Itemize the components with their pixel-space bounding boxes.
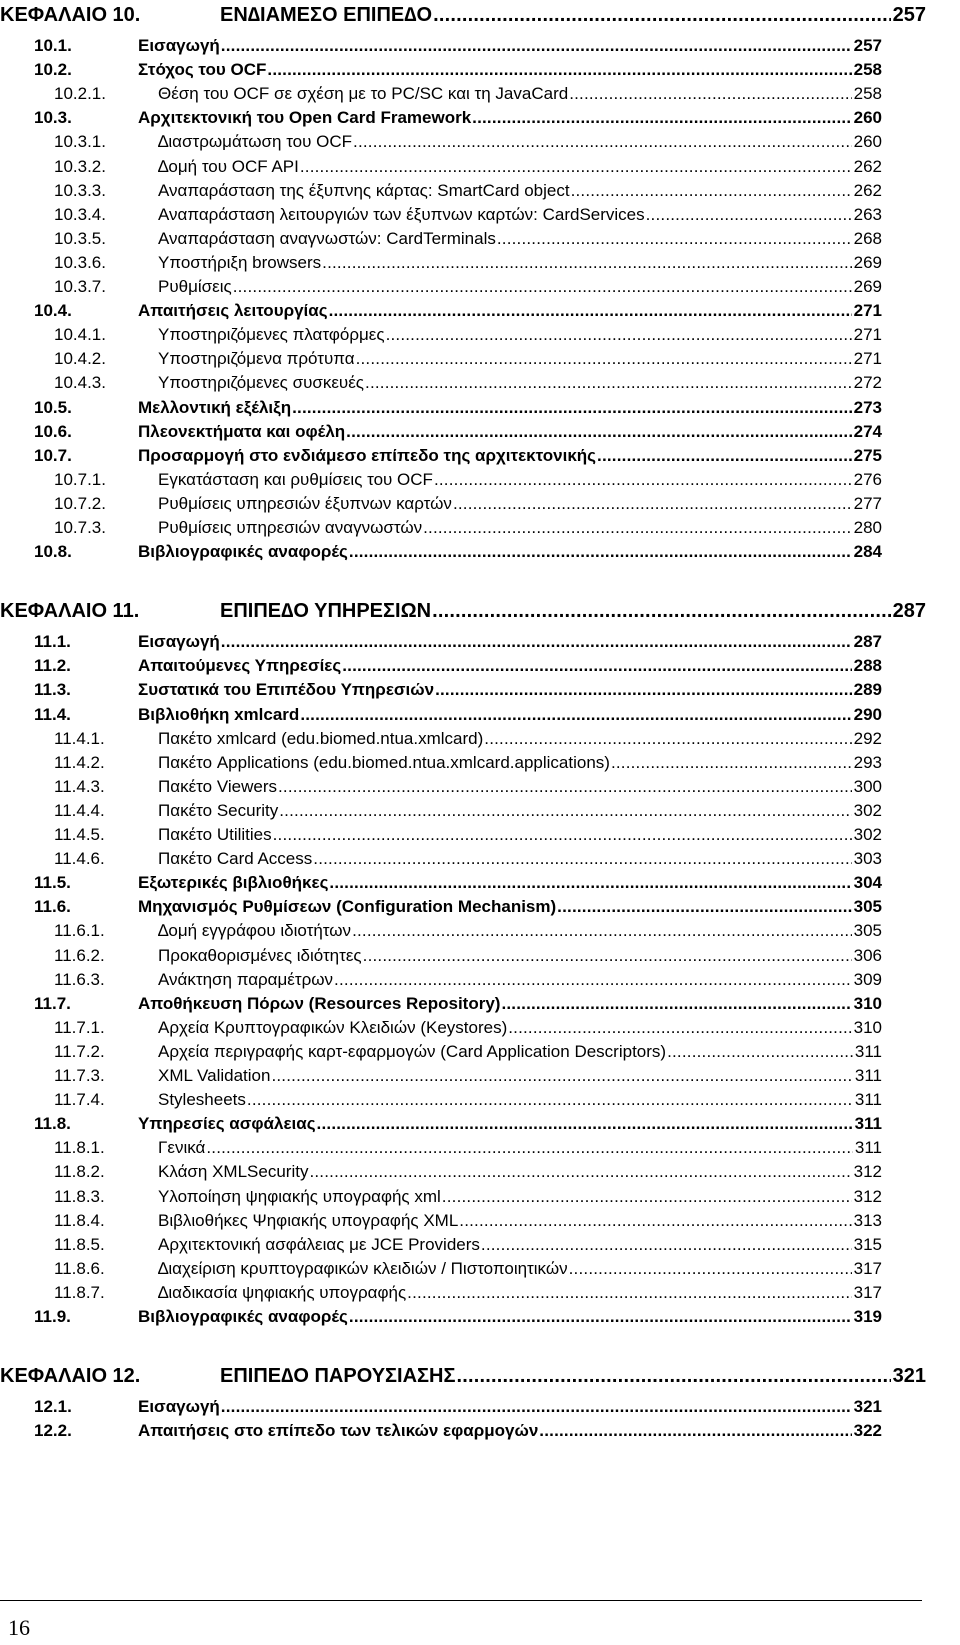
toc-entry-number: 11.7.4. [54, 1090, 105, 1110]
toc-entry-page: 258 [853, 84, 882, 104]
toc-entry-title: ∆ομή του OCF API [158, 156, 299, 176]
dot-leader [233, 277, 852, 297]
dot-leader [356, 349, 852, 369]
toc-section-entry [34, 680, 882, 704]
toc-entry-number: ΚΕΦΑΛΑΙΟ 12. [0, 1365, 141, 1388]
toc-entry-page: 305 [853, 897, 882, 917]
toc-entry-page: 312 [853, 1162, 882, 1182]
dot-leader [267, 60, 851, 80]
toc-entry-title: Προσαρμογή στο ενδιάμεσο επίπεδο της αρχιτεκτονικής [138, 445, 597, 465]
dot-leader [329, 873, 851, 893]
toc-entry-page: 310 [853, 1017, 882, 1037]
toc-subsection-entry [34, 729, 882, 753]
toc-entry-page: 311 [854, 1114, 882, 1134]
toc-subsection-entry [34, 801, 882, 825]
toc-entry-title: Ανάκτηση παραμέτρων [158, 969, 334, 989]
toc-subsection-entry [34, 777, 882, 801]
toc-entry-title: Μηχανισμός Ρυθμίσεων (Configuration Mechanism) [138, 897, 557, 917]
toc-entry-title: Εισαγωγή [138, 36, 220, 55]
dot-leader [363, 946, 852, 966]
toc-entry-page: 271 [853, 301, 882, 321]
toc-section-entry [34, 60, 882, 84]
toc-entry-title: XML Validation [158, 1066, 271, 1085]
toc-entry-title: Εξωτερικές βιβλιοθήκες [138, 873, 329, 893]
dot-leader [300, 705, 851, 725]
toc-entry-page: 289 [853, 680, 882, 700]
toc-entry-number: 10.3.1. [54, 132, 106, 152]
dot-leader [273, 825, 852, 845]
toc-entry-page: 271 [853, 349, 882, 369]
toc-entry-number: 11.6. [34, 897, 71, 917]
toc-entry-page: 304 [853, 873, 882, 893]
toc-entry-page: 258 [853, 60, 882, 80]
toc-entry-page: 305 [853, 921, 882, 941]
toc-entry-title: Πακέτο Viewers [158, 776, 277, 796]
toc-entry-number: 10.3.3. [54, 180, 106, 200]
toc-entry-number: 10.8. [34, 542, 72, 562]
toc-chapter-entry [0, 600, 926, 626]
dot-leader [481, 1235, 852, 1255]
dot-leader [271, 1066, 852, 1086]
dot-leader [221, 36, 852, 56]
toc-entry-title: Απαιτούμενες Υπηρεσίες [138, 656, 342, 676]
toc-entry-page: 310 [853, 993, 882, 1013]
toc-entry-title: ∆ιαδικασία ψηφιακής υπογραφής [158, 1282, 407, 1302]
toc-entry-title: Ρυθμίσεις υπηρεσιών αναγνωστών [158, 518, 423, 537]
toc-entry-number: 11.2. [34, 656, 71, 676]
toc-entry-page: 315 [853, 1234, 882, 1254]
toc-entry-page: 277 [853, 493, 882, 513]
dot-leader [497, 229, 852, 249]
toc-entry-page: 313 [853, 1210, 882, 1230]
dot-leader [442, 1187, 852, 1207]
toc-entry-number: 10.7.2. [54, 493, 106, 513]
dot-leader [317, 1114, 853, 1134]
toc-subsection-entry [34, 921, 882, 945]
dot-leader [278, 777, 852, 797]
dot-leader [557, 897, 851, 917]
dot-leader [342, 656, 851, 676]
dot-leader [484, 729, 851, 749]
toc-entry-page: 317 [853, 1258, 882, 1278]
toc-entry-number: 11.3. [34, 680, 71, 700]
toc-subsection-entry [34, 849, 882, 873]
toc-entry-number: ΚΕΦΑΛΑΙΟ 11. [0, 600, 140, 623]
toc-entry-number: 10.3.4. [54, 204, 106, 224]
toc-entry-number: 10.3.6. [54, 252, 106, 272]
dot-leader [571, 181, 852, 201]
toc-entry-number: 11.6.3. [54, 969, 105, 989]
toc-subsection-entry [34, 1090, 882, 1114]
toc-entry-title: Βιβλιογραφικές αναφορές [138, 542, 348, 562]
toc-entry-number: 10.6. [34, 421, 72, 441]
toc-entry-number: 11.8.2. [54, 1162, 105, 1182]
toc-entry-number: 11.7.1. [54, 1017, 105, 1037]
toc-entry-page: 311 [854, 1066, 882, 1085]
dot-leader [597, 446, 852, 466]
toc-entry-number: 12.2. [34, 1421, 72, 1441]
toc-section-entry [34, 897, 882, 921]
toc-entry-page: 268 [853, 228, 882, 248]
dot-leader [247, 1090, 853, 1110]
toc-chapter-entry [0, 1365, 926, 1391]
toc-section-entry [34, 994, 882, 1018]
toc-entry-title: ∆ομή εγγράφου ιδιοτήτων [158, 921, 352, 941]
toc-subsection-entry [34, 1211, 882, 1235]
toc-subsection-entry [34, 84, 882, 108]
toc-entry-title: Εισαγωγή [138, 1397, 220, 1417]
toc-entry-number: 10.3. [34, 108, 72, 128]
dot-leader [501, 994, 851, 1014]
dot-leader [221, 1397, 852, 1417]
toc-entry-page: 300 [853, 776, 882, 796]
toc-entry-number: 10.1. [34, 36, 72, 55]
toc-subsection-entry [34, 494, 882, 518]
page-number: 16 [8, 1615, 30, 1640]
toc-entry-page: 317 [853, 1282, 882, 1302]
toc-entry-number: 10.7.1. [54, 469, 106, 489]
toc-entry-number: 11.8.7. [54, 1282, 105, 1302]
toc-entry-title: Εισαγωγή [138, 632, 220, 652]
toc-entry-number: 11.4. [34, 704, 71, 724]
toc-section-entry [34, 632, 882, 656]
dot-leader [349, 542, 852, 562]
toc-subsection-entry [34, 325, 882, 349]
toc-entry-number: 10.7. [34, 445, 72, 465]
toc-section-entry [34, 398, 882, 422]
dot-leader [667, 1042, 853, 1062]
dot-leader [457, 1365, 891, 1388]
dot-leader [433, 4, 891, 27]
toc-entry-title: Αρχιτεκτονική του Open Card Framework [138, 108, 472, 128]
toc-entry-title: Αρχεία Κρυπτογραφικών Κλειδιών (Keystores) [158, 1017, 508, 1037]
dot-leader [508, 1018, 851, 1038]
toc-section-entry [34, 656, 882, 680]
toc-entry-number: 11.8.4. [54, 1210, 105, 1230]
toc-entry-page: 306 [853, 945, 882, 965]
toc-section-entry [34, 1307, 882, 1331]
toc-section-entry [34, 1397, 882, 1421]
toc-entry-title: Υπηρεσίες ασφάλειας [138, 1114, 316, 1134]
toc-entry-title: Αναπαράσταση λειτουργιών των έξυπνων καρτών: CardServices [158, 204, 645, 224]
toc-entry-page: 311 [854, 1090, 882, 1110]
toc-section-entry [34, 542, 882, 566]
toc-entry-title: ΕΠΙΠΕ∆Ο ΥΠΗΡΕΣΙΩΝ [220, 600, 432, 623]
dot-leader [309, 1162, 851, 1182]
dot-leader [611, 753, 852, 773]
toc-subsection-entry [34, 1187, 882, 1211]
toc-entry-page: 269 [853, 277, 882, 296]
toc-entry-page: 262 [853, 156, 882, 176]
toc-entry-page: 309 [853, 969, 882, 989]
toc-entry-page: 287 [853, 632, 882, 652]
toc-entry-page: 260 [853, 132, 882, 152]
toc-entry-number: 11.7. [34, 993, 71, 1013]
toc-entry-number: 10.3.7. [54, 277, 106, 296]
toc-subsection-entry [34, 470, 882, 494]
toc-entry-title: Αναπαράσταση αναγνωστών: CardTerminals [158, 228, 496, 248]
toc-entry-title: Απαιτήσεις λειτουργίας [138, 301, 328, 321]
toc-subsection-entry [34, 1259, 882, 1283]
toc-entry-title: Στόχος του OCF [138, 60, 267, 80]
toc-entry-page: 311 [854, 1041, 882, 1061]
toc-entry-page: 302 [853, 825, 882, 844]
toc-entry-title: Υποστηριζόμενες πλατφόρμες [158, 325, 385, 345]
toc-entry-title: Αποθήκευση Πόρων (Resources Repository) [138, 993, 501, 1013]
toc-section-entry [34, 1421, 882, 1445]
toc-subsection-entry [34, 277, 882, 301]
toc-entry-number: 11.4.2. [54, 752, 105, 772]
toc-entry-page: 284 [853, 542, 882, 562]
toc-entry-number: ΚΕΦΑΛΑΙΟ 10. [0, 4, 141, 26]
dot-leader [221, 632, 852, 652]
toc-entry-page: 260 [853, 108, 882, 128]
toc-entry-number: 10.3.5. [54, 228, 106, 248]
toc-entry-title: Προκαθορισμένες ιδιότητες [158, 945, 362, 965]
toc-entry-page: 262 [853, 180, 882, 200]
toc-entry-number: 11.4.4. [54, 800, 105, 820]
toc-entry-title: Ρυθμίσεις [158, 277, 232, 296]
toc-section-entry [34, 301, 882, 325]
toc-entry-number: 10.4.2. [54, 349, 106, 369]
dot-leader [300, 157, 852, 177]
toc-entry-page: 311 [854, 1138, 882, 1158]
toc-entry-title: Συστατικά του Επιπέδου Υπηρεσιών [138, 680, 435, 700]
toc-entry-title: ΕΝ∆ΙΑΜΕΣΟ ΕΠΙΠΕ∆Ο [220, 4, 433, 26]
toc-entry-number: 11.4.5. [54, 825, 105, 844]
toc-entry-title: Βιβλιοθήκη xmlcard [138, 704, 300, 724]
toc-entry-number: 11.8.3. [54, 1186, 105, 1206]
dot-leader [353, 132, 852, 152]
dot-leader [569, 84, 851, 104]
toc-entry-page: 290 [853, 704, 882, 724]
toc-entry-number: 10.4. [34, 301, 72, 321]
toc-entry-number: 11.6.2. [54, 945, 105, 965]
toc-entry-title: Μελλοντική εξέλιξη [138, 397, 292, 417]
toc-entry-number: 11.4.1. [54, 728, 105, 748]
toc-entry-number: 11.7.2. [54, 1041, 105, 1061]
toc-entry-page: 274 [853, 421, 882, 441]
toc-subsection-entry [34, 518, 882, 542]
dot-leader [329, 301, 852, 321]
toc-entry-title: Πακέτο xmlcard (edu.biomed.ntua.xmlcard) [158, 728, 484, 748]
toc-subsection-entry [34, 1066, 882, 1090]
toc-subsection-entry [34, 946, 882, 970]
toc-entry-title: Πακέτο Applications (edu.biomed.ntua.xmlcard.applications) [158, 752, 610, 772]
toc-entry-title: Υποστήριξη browsers [158, 252, 322, 272]
toc-entry-number: 11.4.6. [54, 849, 105, 869]
dot-leader [292, 398, 852, 418]
toc-entry-title: Υποστηριζόμενα πρότυπα [158, 349, 355, 369]
dot-leader [407, 1283, 851, 1303]
toc-entry-number: 10.3.2. [54, 156, 106, 176]
toc-entry-page: 280 [853, 518, 882, 537]
dot-leader [386, 325, 852, 345]
toc-entry-page: 322 [853, 1421, 882, 1441]
toc-subsection-entry [34, 1283, 882, 1307]
toc-entry-page: 269 [853, 252, 882, 272]
toc-entry-title: Γενικά [158, 1138, 206, 1158]
toc-subsection-entry [34, 1162, 882, 1186]
toc-entry-title: Ρυθμίσεις υπηρεσιών έξυπνων καρτών [158, 493, 452, 513]
toc-entry-title: Κλάση XMLSecurity [158, 1162, 309, 1182]
toc-subsection-entry [34, 229, 882, 253]
toc-entry-number: 10.4.3. [54, 373, 106, 393]
dot-leader [352, 921, 852, 941]
dot-leader [313, 849, 851, 869]
toc-entry-page: 257 [853, 36, 882, 55]
dot-leader [365, 373, 852, 393]
toc-section-entry [34, 1114, 882, 1138]
toc-section-entry [34, 446, 882, 470]
toc-entry-title: Αρχιτεκτονική ασφάλειας με JCE Providers [158, 1234, 480, 1254]
toc-entry-title: Εγκατάσταση και ρυθμίσεις του OCF [158, 469, 433, 489]
dot-leader [435, 680, 852, 700]
toc-subsection-entry [34, 349, 882, 373]
toc-subsection-entry [34, 157, 882, 181]
toc-entry-page: 312 [853, 1186, 882, 1206]
toc-entry-page: 321 [892, 1365, 926, 1388]
toc-entry-title: Υποστηριζόμενες συσκευές [158, 373, 365, 393]
toc-entry-number: 11.8.6. [54, 1258, 105, 1278]
toc-entry-number: 11.4.3. [54, 776, 105, 796]
toc-entry-number: 11.5. [34, 873, 71, 893]
toc-chapter-entry [0, 4, 926, 30]
toc-entry-number: 11.8.1. [54, 1138, 105, 1158]
toc-entry-title: Αναπαράσταση της έξυπνης κάρτας: SmartCard object [158, 180, 570, 200]
toc-entry-number: 10.2.1. [54, 84, 106, 104]
dot-leader [453, 494, 852, 514]
toc-entry-page: 293 [853, 752, 882, 772]
toc-entry-title: Βιβλιογραφικές αναφορές [138, 1307, 348, 1326]
toc-entry-number: 11.8.5. [54, 1234, 105, 1254]
toc-subsection-entry [34, 132, 882, 156]
toc-entry-number: 10.7.3. [54, 518, 106, 537]
toc-entry-page: 292 [853, 728, 882, 748]
toc-section-entry [34, 422, 882, 446]
toc-section-entry [34, 873, 882, 897]
dot-leader [322, 253, 851, 273]
dot-leader [569, 1259, 852, 1279]
toc-section-entry [34, 36, 882, 60]
toc-subsection-entry [34, 825, 882, 849]
toc-entry-number: 11.8. [34, 1114, 71, 1134]
toc-subsection-entry [34, 205, 882, 229]
toc-entry-page: 275 [853, 445, 882, 465]
dot-leader [646, 205, 852, 225]
toc-subsection-entry [34, 373, 882, 397]
dot-leader [539, 1421, 851, 1441]
dot-leader [349, 1307, 852, 1327]
toc-entry-title: Αρχεία περιγραφής καρτ-εφαρμογών (Card Application Descriptors) [158, 1041, 667, 1061]
footer-divider [0, 1600, 922, 1601]
toc-entry-number: 11.6.1. [54, 921, 105, 941]
toc-entry-number: 12.1. [34, 1397, 72, 1417]
toc-entry-title: Πακέτο Card Access [158, 849, 313, 869]
toc-entry-number: 10.2. [34, 60, 72, 80]
toc-entry-number: 10.5. [34, 397, 72, 417]
toc-entry-title: Απαιτήσεις στο επίπεδο των τελικών εφαρμογών [138, 1421, 539, 1441]
toc-entry-title: Βιβλιοθήκες Ψηφιακής υπογραφής XML [158, 1210, 459, 1230]
toc-subsection-entry [34, 1138, 882, 1162]
toc-entry-page: 272 [853, 373, 882, 393]
toc-entry-number: 11.7.3. [54, 1066, 105, 1085]
dot-leader [434, 470, 852, 490]
toc-subsection-entry [34, 1042, 882, 1066]
dot-leader [334, 970, 852, 990]
toc-entry-page: 271 [853, 325, 882, 345]
toc-entry-title: Πλεονεκτήματα και οφέλη [138, 421, 346, 441]
toc-entry-page: 302 [853, 800, 882, 820]
toc-subsection-entry [34, 970, 882, 994]
toc-subsection-entry [34, 753, 882, 777]
dot-leader [206, 1138, 853, 1158]
toc-entry-page: 288 [853, 656, 882, 676]
toc-entry-number: 11.9. [34, 1307, 71, 1326]
toc-entry-page: 263 [853, 204, 882, 224]
toc-entry-page: 287 [892, 600, 926, 623]
toc-entry-title: Πακέτο Utilities [158, 825, 272, 844]
toc-entry-title: Stylesheets [158, 1090, 246, 1110]
dot-leader [459, 1211, 851, 1231]
dot-leader [472, 108, 851, 128]
toc-entry-title: Πακέτο Security [158, 800, 279, 820]
toc-subsection-entry [34, 1235, 882, 1259]
toc-entry-page: 321 [853, 1397, 882, 1417]
toc-subsection-entry [34, 181, 882, 205]
toc-entry-title: Υλοποίηση ψηφιακής υπογραφής xml [158, 1186, 441, 1206]
dot-leader [346, 422, 851, 442]
toc-entry-number: 10.4.1. [54, 325, 106, 345]
toc-section-entry [34, 705, 882, 729]
toc-entry-page: 319 [853, 1307, 882, 1326]
dot-leader [432, 600, 891, 623]
dot-leader [279, 801, 851, 821]
toc-subsection-entry [34, 1018, 882, 1042]
toc-entry-page: 257 [892, 4, 926, 26]
toc-entry-title: Θέση του OCF σε σχέση με το PC/SC και τη JavaCard [158, 84, 569, 104]
toc-entry-title: ∆ιαστρωμάτωση του OCF [158, 132, 353, 152]
toc-subsection-entry [34, 253, 882, 277]
toc-section-entry [34, 108, 882, 132]
toc-entry-page: 273 [853, 397, 882, 417]
toc-entry-page: 303 [853, 849, 882, 869]
toc-entry-title: ∆ιαχείριση κρυπτογραφικών κλειδιών / Πιστοποιητικών [158, 1258, 568, 1278]
toc-entry-page: 276 [853, 469, 882, 489]
toc-entry-number: 11.1. [34, 632, 71, 652]
toc-entry-title: ΕΠΙΠΕ∆Ο ΠΑΡΟΥΣΙΑΣΗΣ [220, 1365, 456, 1388]
dot-leader [423, 518, 852, 538]
